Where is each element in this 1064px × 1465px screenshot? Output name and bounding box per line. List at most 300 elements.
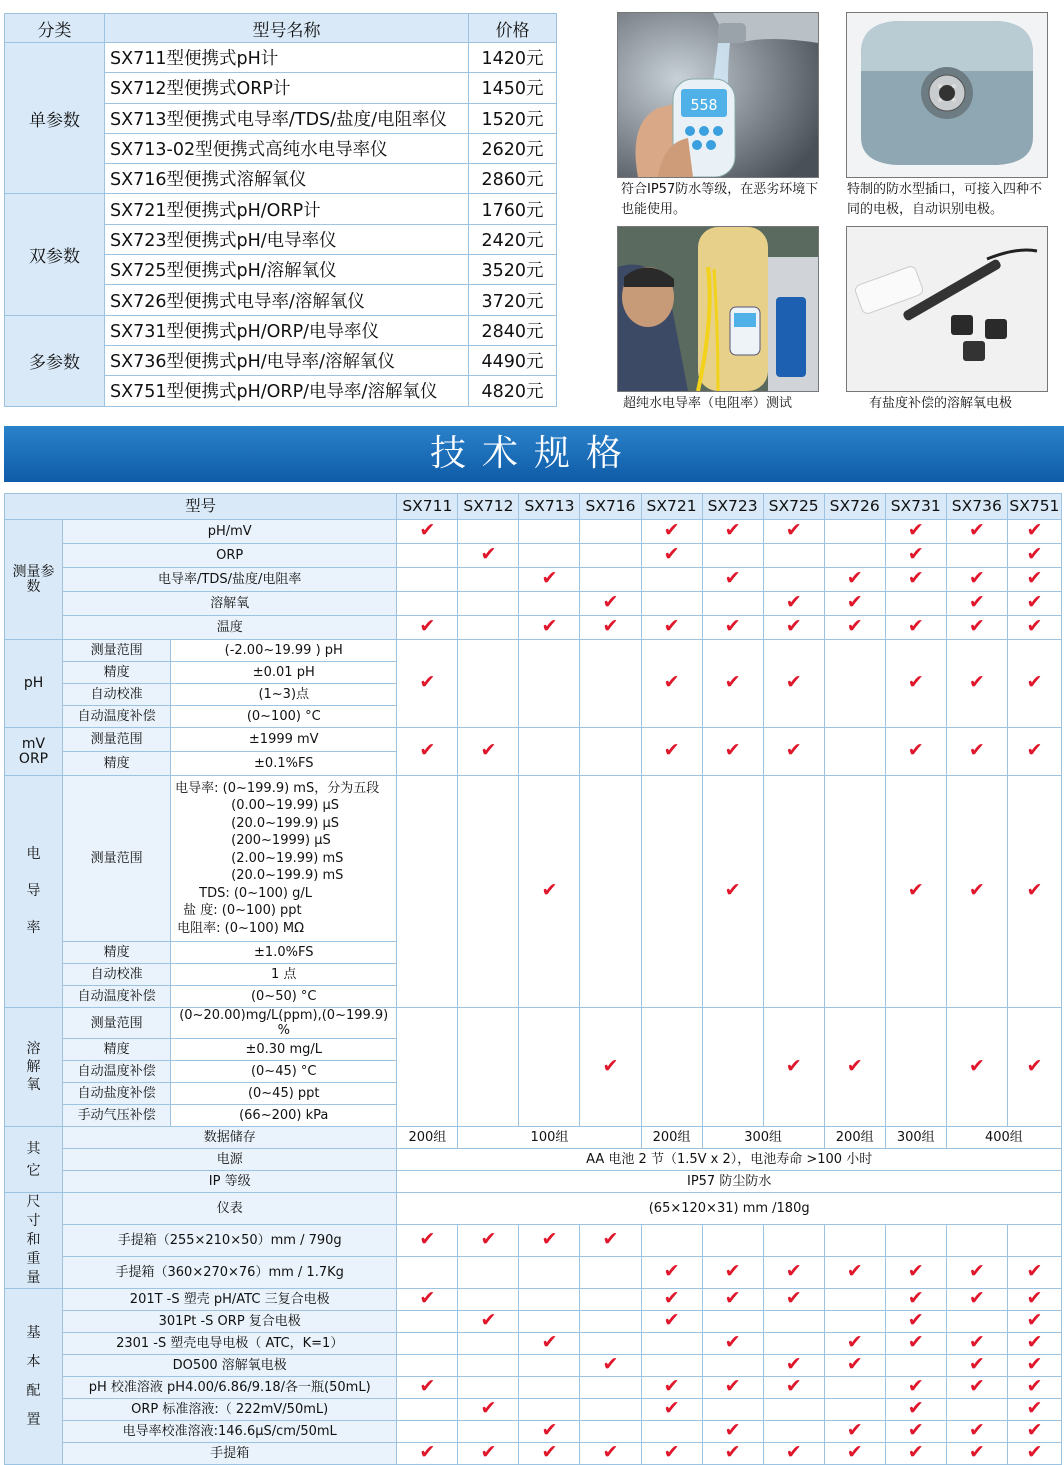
check-cell xyxy=(458,1289,519,1311)
price-value: 3520元 xyxy=(469,255,557,285)
check-icon: ✔ xyxy=(968,519,985,541)
check-icon: ✔ xyxy=(1026,1442,1043,1463)
check-cell xyxy=(702,1008,763,1127)
price-model-name: SX713-02型便携式高纯水电导率仪 xyxy=(105,133,469,163)
check-icon: ✔ xyxy=(602,1354,619,1375)
ph-value: ±0.01 pH xyxy=(171,662,397,684)
check-cell xyxy=(885,1421,946,1443)
do-value: (0~45) °C xyxy=(171,1061,397,1083)
check-cell xyxy=(763,592,824,616)
check-icon: ✔ xyxy=(602,591,619,613)
check-cell xyxy=(397,1225,458,1257)
check-icon: ✔ xyxy=(907,1310,924,1331)
check-icon: ✔ xyxy=(663,543,680,565)
check-cell xyxy=(885,1225,946,1257)
check-cell xyxy=(1007,1421,1061,1443)
check-icon: ✔ xyxy=(785,1376,802,1397)
check-icon: ✔ xyxy=(1026,1398,1043,1419)
check-cell xyxy=(702,1443,763,1465)
meter-size-value: (65×120×31) mm /180g xyxy=(397,1193,1062,1225)
cond-range-line: (20.0~199.9) μS xyxy=(231,815,339,831)
check-cell xyxy=(885,544,946,568)
check-icon: ✔ xyxy=(724,879,741,901)
check-icon: ✔ xyxy=(663,1398,680,1419)
check-icon: ✔ xyxy=(968,1332,985,1353)
check-cell xyxy=(641,1257,702,1289)
storage-value: 200组 xyxy=(824,1127,885,1149)
check-cell xyxy=(641,1355,702,1377)
check-cell xyxy=(885,1399,946,1421)
group-orp-line2: ORP xyxy=(18,750,49,767)
check-cell xyxy=(824,1421,885,1443)
case-row xyxy=(5,1225,1062,1257)
orp-row xyxy=(5,728,1062,752)
group-other: 其它 xyxy=(5,1127,63,1193)
check-cell xyxy=(702,616,763,640)
check-cell xyxy=(580,544,641,568)
measure-row xyxy=(5,520,1062,544)
check-icon: ✔ xyxy=(602,1228,619,1250)
photo-caption-do-electrode: 有盐度补偿的溶解氧电极 xyxy=(869,396,1013,411)
check-cell xyxy=(580,1443,641,1465)
price-value: 2420元 xyxy=(469,224,557,254)
power-row xyxy=(5,1149,1062,1171)
check-icon: ✔ xyxy=(968,615,985,637)
check-icon: ✔ xyxy=(724,1288,741,1309)
check-icon: ✔ xyxy=(907,567,924,589)
check-cell xyxy=(519,520,580,544)
check-cell xyxy=(824,1225,885,1257)
check-icon: ✔ xyxy=(785,1054,802,1077)
check-cell xyxy=(641,592,702,616)
check-cell xyxy=(946,1421,1007,1443)
check-cell xyxy=(885,616,946,640)
check-icon: ✔ xyxy=(846,1054,863,1077)
config-row xyxy=(5,1421,1062,1443)
check-icon: ✔ xyxy=(846,567,863,589)
check-cell xyxy=(519,1289,580,1311)
check-icon: ✔ xyxy=(419,1228,436,1250)
cond-value: 1 点 xyxy=(171,964,397,986)
check-icon: ✔ xyxy=(907,543,924,565)
config-label: 301Pt -S ORP 复合电极 xyxy=(63,1311,397,1333)
check-icon: ✔ xyxy=(968,591,985,613)
check-icon: ✔ xyxy=(907,1332,924,1353)
power-value: AA 电池 2 节（1.5V x 2），电池寿命 >100 小时 xyxy=(397,1149,1062,1171)
check-cell xyxy=(946,640,1007,728)
check-cell xyxy=(397,728,458,776)
check-cell xyxy=(580,640,641,728)
spec-model-sx736: SX736 xyxy=(946,494,1007,520)
check-icon: ✔ xyxy=(785,1260,802,1282)
price-model-name: SX736型便携式pH/电导率/溶解氧仪 xyxy=(105,345,469,375)
check-icon: ✔ xyxy=(480,1228,497,1250)
check-cell xyxy=(885,568,946,592)
price-row xyxy=(5,315,557,345)
spec-table xyxy=(4,493,1062,1465)
check-cell xyxy=(702,640,763,728)
check-cell xyxy=(885,592,946,616)
check-icon: ✔ xyxy=(968,739,985,761)
check-cell xyxy=(580,728,641,776)
check-cell xyxy=(763,568,824,592)
check-cell xyxy=(702,1225,763,1257)
check-cell xyxy=(702,1333,763,1355)
ip-value: IP57 防尘防水 xyxy=(397,1171,1062,1193)
check-cell xyxy=(397,776,458,1008)
do-label: 自动盐度补偿 xyxy=(63,1083,171,1105)
check-icon: ✔ xyxy=(968,879,985,901)
check-icon: ✔ xyxy=(968,1054,985,1077)
spec-model-sx723: SX723 xyxy=(702,494,763,520)
spec-model-sx716: SX716 xyxy=(580,494,641,520)
check-cell xyxy=(580,1289,641,1311)
check-cell xyxy=(824,728,885,776)
check-cell xyxy=(397,1008,458,1127)
photo-do-electrode xyxy=(846,226,1048,392)
cond-range-line: (0.00~19.99) μS xyxy=(231,798,339,814)
check-cell xyxy=(702,520,763,544)
check-cell xyxy=(763,728,824,776)
check-icon: ✔ xyxy=(1026,671,1043,693)
check-cell xyxy=(1007,1225,1061,1257)
price-model-name: SX721型便携式pH/ORP计 xyxy=(105,194,469,224)
meter-size-label: 仪表 xyxy=(63,1193,397,1225)
ip-label: IP 等级 xyxy=(63,1171,397,1193)
check-icon: ✔ xyxy=(968,1288,985,1309)
check-cell xyxy=(580,1257,641,1289)
price-model-name: SX726型便携式电导率/溶解氧仪 xyxy=(105,285,469,315)
config-row xyxy=(5,1333,1062,1355)
spec-header-row xyxy=(5,494,1062,520)
check-cell xyxy=(824,1289,885,1311)
check-cell xyxy=(946,568,1007,592)
check-cell xyxy=(641,568,702,592)
photo-waterproof-socket xyxy=(846,12,1048,178)
check-icon: ✔ xyxy=(907,1398,924,1419)
check-cell xyxy=(702,1399,763,1421)
group-do: 溶解氧 xyxy=(5,1008,63,1127)
check-icon: ✔ xyxy=(541,1332,558,1353)
check-cell xyxy=(824,592,885,616)
spec-model-sx726: SX726 xyxy=(824,494,885,520)
check-cell xyxy=(946,1008,1007,1127)
price-model-name: SX712型便携式ORP计 xyxy=(105,73,469,103)
do-row xyxy=(5,1008,1062,1039)
check-icon: ✔ xyxy=(724,519,741,541)
check-cell xyxy=(763,544,824,568)
price-value: 2860元 xyxy=(469,164,557,194)
cond-range-line: 电导率: (0~199.9) mS，分为五段 xyxy=(175,780,380,796)
check-cell xyxy=(763,520,824,544)
price-model-name: SX751型便携式pH/ORP/电导率/溶解氧仪 xyxy=(105,376,469,406)
config-label: pH 校准溶液 pH4.00/6.86/9.18/各一瓶(50mL) xyxy=(63,1377,397,1399)
do-value: (0~20.00)mg/L(ppm),(0~199.9) % xyxy=(171,1008,397,1039)
check-icon: ✔ xyxy=(785,1288,802,1309)
price-value: 1450元 xyxy=(469,73,557,103)
group-ph: pH xyxy=(5,640,63,728)
case-label: 手提箱（255×210×50）mm / 790g xyxy=(63,1225,397,1257)
check-cell xyxy=(397,1355,458,1377)
check-icon: ✔ xyxy=(785,519,802,541)
check-cell xyxy=(458,728,519,776)
cond-range-line: 电阻率: (0~100) MΩ xyxy=(177,920,305,936)
cond-value: ±1.0%FS xyxy=(171,942,397,964)
check-icon: ✔ xyxy=(419,671,436,693)
check-cell xyxy=(1007,616,1061,640)
check-icon: ✔ xyxy=(907,879,924,901)
spec-model-sx721: SX721 xyxy=(641,494,702,520)
check-icon: ✔ xyxy=(1026,1420,1043,1441)
storage-value: 200组 xyxy=(641,1127,702,1149)
price-value: 2620元 xyxy=(469,133,557,163)
check-cell xyxy=(580,1333,641,1355)
config-row xyxy=(5,1443,1062,1465)
check-icon: ✔ xyxy=(968,671,985,693)
check-cell xyxy=(946,1257,1007,1289)
check-cell xyxy=(763,616,824,640)
config-label: 2301 -S 塑壳电导电极（ ATC，K=1） xyxy=(63,1333,397,1355)
ph-label: 测量范围 xyxy=(63,640,171,662)
check-icon: ✔ xyxy=(907,519,924,541)
check-icon: ✔ xyxy=(541,615,558,637)
check-cell xyxy=(641,1443,702,1465)
price-model-name: SX713型便携式电导率/TDS/盐度/电阻率仪 xyxy=(105,103,469,133)
cond-range-line: (20.0~199.9) mS xyxy=(231,868,344,884)
check-icon: ✔ xyxy=(968,1442,985,1463)
check-icon: ✔ xyxy=(968,1354,985,1375)
check-cell xyxy=(397,592,458,616)
check-cell xyxy=(946,1377,1007,1399)
check-cell xyxy=(824,640,885,728)
measure-row xyxy=(5,616,1062,640)
check-cell xyxy=(458,544,519,568)
ph-label: 精度 xyxy=(63,662,171,684)
check-icon: ✔ xyxy=(663,1442,680,1463)
check-cell xyxy=(519,1257,580,1289)
check-cell xyxy=(763,1355,824,1377)
check-icon: ✔ xyxy=(602,1054,619,1077)
check-cell xyxy=(1007,1443,1061,1465)
check-cell xyxy=(458,616,519,640)
check-cell xyxy=(458,1008,519,1127)
check-icon: ✔ xyxy=(480,543,497,565)
check-cell xyxy=(1007,1289,1061,1311)
check-cell xyxy=(946,544,1007,568)
config-label: DO500 溶解氧电极 xyxy=(63,1355,397,1377)
check-cell xyxy=(580,1311,641,1333)
check-icon: ✔ xyxy=(1026,1260,1043,1282)
check-icon: ✔ xyxy=(724,739,741,761)
check-icon: ✔ xyxy=(663,1288,680,1309)
storage-value: 300组 xyxy=(885,1127,946,1149)
check-cell xyxy=(1007,728,1061,776)
measure-row xyxy=(5,592,1062,616)
check-icon: ✔ xyxy=(907,1420,924,1441)
check-cell xyxy=(885,1355,946,1377)
check-cell xyxy=(519,776,580,1008)
check-cell xyxy=(763,1333,824,1355)
check-icon: ✔ xyxy=(480,1442,497,1463)
check-cell xyxy=(824,1311,885,1333)
spec-model-sx713: SX713 xyxy=(519,494,580,520)
check-cell xyxy=(397,1377,458,1399)
check-icon: ✔ xyxy=(846,591,863,613)
check-icon: ✔ xyxy=(907,1288,924,1309)
check-icon: ✔ xyxy=(785,671,802,693)
check-icon: ✔ xyxy=(724,1260,741,1282)
check-cell xyxy=(397,1333,458,1355)
check-cell xyxy=(702,544,763,568)
check-icon: ✔ xyxy=(846,1420,863,1441)
config-row xyxy=(5,1311,1062,1333)
check-cell xyxy=(1007,1377,1061,1399)
check-cell xyxy=(763,1311,824,1333)
check-cell xyxy=(641,1399,702,1421)
check-cell xyxy=(702,1355,763,1377)
photo-caption-ultrapure: 超纯水电导率（电阻率）测试 xyxy=(623,396,793,411)
cond-range-line: 盐 度: (0~100) ppt xyxy=(183,903,302,919)
check-cell xyxy=(763,1257,824,1289)
check-cell xyxy=(397,1421,458,1443)
do-label: 自动温度补偿 xyxy=(63,1061,171,1083)
check-cell xyxy=(397,1289,458,1311)
check-cell xyxy=(763,1377,824,1399)
check-icon: ✔ xyxy=(907,671,924,693)
check-cell xyxy=(946,728,1007,776)
check-cell xyxy=(824,1257,885,1289)
check-cell xyxy=(702,728,763,776)
group-measure: 测量参数 xyxy=(5,520,63,640)
price-row xyxy=(5,194,557,224)
storage-value: 400组 xyxy=(946,1127,1061,1149)
check-cell xyxy=(1007,1355,1061,1377)
check-cell xyxy=(1007,592,1061,616)
check-icon: ✔ xyxy=(1026,1376,1043,1397)
price-category: 双参数 xyxy=(5,194,105,315)
check-cell xyxy=(458,592,519,616)
check-icon: ✔ xyxy=(663,1260,680,1282)
check-cell xyxy=(824,544,885,568)
check-cell xyxy=(885,1008,946,1127)
check-cell xyxy=(885,1257,946,1289)
check-cell xyxy=(763,1008,824,1127)
check-cell xyxy=(641,640,702,728)
check-icon: ✔ xyxy=(541,1420,558,1441)
check-icon: ✔ xyxy=(724,615,741,637)
storage-value: 200组 xyxy=(397,1127,458,1149)
cond-label: 自动校准 xyxy=(63,964,171,986)
check-cell xyxy=(580,1399,641,1421)
check-cell xyxy=(519,616,580,640)
photo-caption-socket: 特制的防水型插口，可接入四种不同的电极，自动识别电极。 xyxy=(847,182,1043,217)
photo-waterproof-meter xyxy=(617,12,819,178)
check-icon: ✔ xyxy=(724,671,741,693)
check-icon: ✔ xyxy=(907,739,924,761)
measure-row xyxy=(5,544,1062,568)
check-icon: ✔ xyxy=(663,519,680,541)
spec-banner-title: 技术规格 xyxy=(4,426,1064,482)
group-orp xyxy=(5,728,63,776)
check-icon: ✔ xyxy=(785,739,802,761)
ph-value: (-2.00~19.99 ) pH xyxy=(171,640,397,662)
check-cell xyxy=(458,1421,519,1443)
check-cell xyxy=(519,1399,580,1421)
cond-range-line: (200~1999) μS xyxy=(231,833,331,849)
check-cell xyxy=(763,640,824,728)
check-cell xyxy=(1007,776,1061,1008)
check-icon: ✔ xyxy=(663,739,680,761)
check-cell xyxy=(1007,1257,1061,1289)
check-icon: ✔ xyxy=(968,567,985,589)
check-cell xyxy=(519,640,580,728)
check-cell xyxy=(824,616,885,640)
cond-range-line: TDS: (0~100) g/L xyxy=(199,885,312,901)
check-cell xyxy=(580,592,641,616)
spec-model-sx751: SX751 xyxy=(1007,494,1061,520)
meter-display-reading: 558 xyxy=(690,96,718,114)
measure-label: pH/mV xyxy=(63,520,397,544)
check-icon: ✔ xyxy=(785,615,802,637)
price-model-name: SX731型便携式pH/ORP/电导率仪 xyxy=(105,315,469,345)
check-cell xyxy=(763,1289,824,1311)
check-cell xyxy=(641,1377,702,1399)
check-icon: ✔ xyxy=(419,1288,436,1309)
check-cell xyxy=(580,1225,641,1257)
check-cell xyxy=(580,568,641,592)
price-header-model: 型号名称 xyxy=(105,14,469,43)
check-cell xyxy=(519,544,580,568)
check-icon: ✔ xyxy=(785,1442,802,1463)
ph-value: (1~3)点 xyxy=(171,684,397,706)
price-table xyxy=(4,13,557,407)
price-header-category: 分类 xyxy=(5,14,105,43)
check-cell xyxy=(519,568,580,592)
config-label: 电导率校准溶液:146.6μS/cm/50mL xyxy=(63,1421,397,1443)
check-icon: ✔ xyxy=(846,1260,863,1282)
check-icon: ✔ xyxy=(602,1442,619,1463)
orp-value: ±0.1%FS xyxy=(171,752,397,776)
check-cell xyxy=(885,640,946,728)
check-icon: ✔ xyxy=(907,615,924,637)
check-cell xyxy=(763,776,824,1008)
check-icon: ✔ xyxy=(541,1442,558,1463)
check-icon: ✔ xyxy=(1026,739,1043,761)
ip-row xyxy=(5,1171,1062,1193)
check-cell xyxy=(763,1225,824,1257)
price-category: 单参数 xyxy=(5,43,105,194)
check-cell xyxy=(641,1421,702,1443)
check-cell xyxy=(946,1333,1007,1355)
config-label: ORP 标准溶液:（ 222mV/50mL) xyxy=(63,1399,397,1421)
meter-size-row xyxy=(5,1193,1062,1225)
check-cell xyxy=(458,1257,519,1289)
spec-model-sx712: SX712 xyxy=(458,494,519,520)
check-cell xyxy=(397,1311,458,1333)
group-size: 尺寸和重量 xyxy=(5,1193,63,1289)
check-cell xyxy=(519,1355,580,1377)
check-cell xyxy=(824,520,885,544)
price-model-name: SX711型便携式pH计 xyxy=(105,43,469,73)
check-cell xyxy=(824,1333,885,1355)
storage-label: 数据储存 xyxy=(63,1127,397,1149)
check-icon: ✔ xyxy=(419,739,436,761)
check-icon: ✔ xyxy=(846,1442,863,1463)
check-cell xyxy=(580,1421,641,1443)
check-cell xyxy=(702,776,763,1008)
check-cell xyxy=(519,1333,580,1355)
config-row xyxy=(5,1377,1062,1399)
